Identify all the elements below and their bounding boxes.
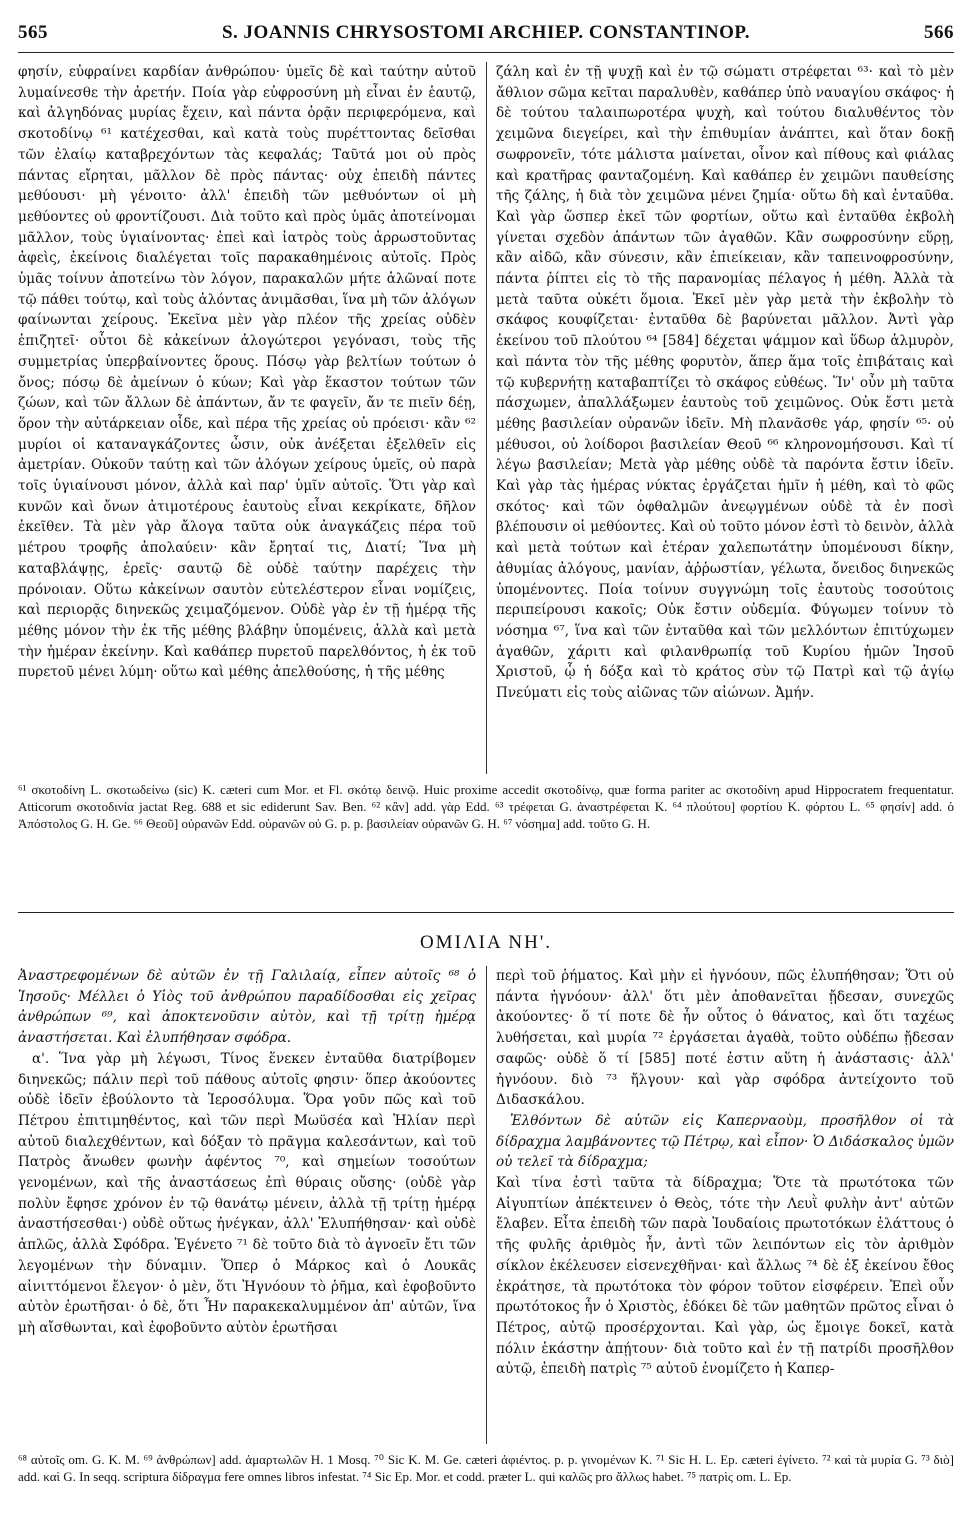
top-footnotes-text: ⁶¹ σκοτοδίνη L. σκοτωδείνω (sic) K. cæteri cum Mor. et Fl. σκότῳ δεινῷ. Huic proxime accedit σκοτοδίνῳ, quæ forma pariter ac σκοτοδίνη apud Hippocratem frequentatur. Atticorum σκοτοδινία jactat Reg. 688 et sic ediderunt Sav. Ben. ⁶² κἂν] add. γὰρ Edd. ⁶³ τρέφεται G. ἀναστρέφεται K. ⁶⁴ πλούτου] φορτίου K. φόρτου L. ⁶⁵ φησίν] add. ὁ Ἀπόστολος G. H. Ge. ⁶⁶ Θεοῦ] οὐρανῶν Edd. οὐρανῶν οὐ G. p. p. βασιλείαν οὐρανῶν G. H. ⁶⁷ νόσημα] add. τοῦτο G. H.	[18, 782, 954, 831]
top-footnotes	[18, 782, 954, 902]
bottom-footnotes	[18, 1452, 954, 1534]
scripture-lemma-left: Ἀναστρεφομένων δὲ αὐτῶν ἐν τῇ Γαλιλαίᾳ, εἶπεν αὐτοῖς ⁶⁸ ὁ Ἰησοῦς· Μέλλει ὁ Υἱὸς τοῦ ἀνθρώπου παραδίδοσθαι εἰς χεῖρας ἀνθρώπων ⁶⁹, καὶ ἀποκτενοῦσιν αὐτὸν, καὶ τῇ τρίτῃ ἡμέρᾳ ἀναστήσεται. Καὶ ἐλυπήθησαν σφόδρα.	[18, 968, 476, 1047]
top-right-column	[496, 62, 954, 774]
scripture-lemma-right: Ἐλθόντων δὲ αὐτῶν εἰς Καπερναοὺμ, προσῆλθον οἱ τὰ δίδραχμα λαμβάνοντες τῷ Πέτρῳ, καὶ εἶπον· Ὁ Διδάσκαλος ὑμῶν οὐ τελεῖ τὰ δίδραχμα;	[496, 1112, 954, 1171]
column-divider-bottom	[486, 966, 487, 1444]
header-rule	[18, 52, 954, 53]
top-left-text: φησίν, εὐφραίνει καρδίαν ἀνθρώπου· ὑμεῖς δὲ καὶ ταύτην αὐτοῦ λυμαίνεσθε τὴν ἀρετήν. Ποία γὰρ εὐφροσύνη μὴ εἶναι ἐν ἑαυτῷ, καὶ ἀλγηδόνας μυρίας ἔχειν, καὶ πάντα ὁρᾷν περιφερόμενα, καὶ σκοτοδίνῳ ⁶¹ κατέχεσθαι, καὶ κατὰ τοὺς πυρέττοντας δεῖσθαι τῶν ἐλαίῳ καταβρεχόντων τὰς κεφαλάς; Ταῦτά μοι οὐ πρὸς πάντας εἴρηται, μᾶλλον δὲ πρὸς πάντας· οὐχ ἐπειδὴ πάντες μεθύουσι· μὴ γένοιτο· ἀλλ' ἐπειδὴ τῶν μεθυόντων οἱ μὴ μεθύοντες οὐ φροντίζουσι. Διὰ τοῦτο καὶ πρὸς ὑμᾶς ἀποτείνομαι μᾶλλον, τοὺς ὑγιαίνοντας· ἐπεὶ καὶ ἰατρὸς τοὺς ἀρρωστοῦντας ἀφεὶς, ἐκείνοις διαλέγεται τοῖς παρακαθημένοις αὐτοῖς. Πρὸς ὑμᾶς τοίνυν ἀποτείνω τὸν λόγον, παρακαλῶν μήτε ἁλῶναί ποτε τῷ πάθει τούτῳ, καὶ τοὺς ἁλόντας ἀνιμᾶσθαι, ἵνα μὴ τῶν ἀλόγων φαίνωνται χείρους. Ἐκεῖνα μὲν γὰρ πλέον τῆς χρείας οὐδὲν ἐπιζητεῖ· οὗτοι δὲ κἀκείνων ἀλογώτεροι γεγόνασι, τοὺς τῆς συμμετρίας ὑπερβαίνοντες ὅρους. Πόσῳ γὰρ βελτίων τούτων ὁ ὄνος; πόσῳ δὲ ἀμείνων ὁ κύων; Καὶ γὰρ ἕκαστον τούτων τῶν ζώων, καὶ τῶν ἄλλων δὲ ἁπάντων, ἄν τε φαγεῖν, ἄν τε πιεῖν δέῃ, ὅρον τὴν αὐτάρκειαν οἶδε, καὶ πέρα τῆς χρείας οὐ πρόεισι· κἂν ⁶² μυρίοι οἱ καταναγκάζοντες ὦσιν, οὐκ ἀνέξεται ἐξελθεῖν εἰς ἀμετρίαν. Οὐκοῦν ταύτῃ καὶ τῶν ἀλόγων χείρους ὑμεῖς, οὐ παρὰ τοῖς ὑγιαίνουσι μόνον, ἀλλὰ καὶ παρ' ὑμῖν αὐτοῖς. Ὅτι γὰρ καὶ κυνῶν καὶ ὄνων ἀτιμοτέρους ἑαυτοὺς εἶναι κεκρίκατε, δῆλον ἐκεῖθεν. Τὰ μὲν γὰρ ἄλογα ταῦτα οὐκ ἀναγκάζεις πέρα τοῦ μέτρου τροφῆς ἀπολαύειν· κἂν ἔρηταί τις, Διατί; Ἵνα μὴ καταβλάψῃς, ἐρεῖς· σαυτῷ δὲ οὐδὲ ταύτην παρέχεις τὴν πρόνοιαν. Οὕτω κἀκείνων σαυτὸν εὐτελέστερον εἶναι νομίζεις, καὶ περιορᾷς διηνεκῶς χειμαζόμενον. Οὐδὲ γὰρ ἐν τῇ ἡμέρᾳ τῆς μέθης μόνον τὴν ἐκ τῆς μέθης βλάβην ὑπομένεις, ἀλλὰ καὶ μετὰ τὴν ἡμέραν ἐκείνην. Καὶ καθάπερ πυρετοῦ παρελθόντος, ἡ ἐκ τοῦ πυρετοῦ μένει λύμη· οὕτω καὶ μέθης ἀπελθούσης, ἡ τῆς μέθης	[18, 64, 476, 681]
section-rule	[18, 912, 954, 913]
running-title: S. JOANNIS CHRYSOSTOMI ARCHIEP. CONSTANTINOP.	[221, 22, 751, 43]
bottom-left-body: α'. Ἵνα γὰρ μὴ λέγωσι, Τίνος ἕνεκεν ἐνταῦθα διατρίβομεν διηνεκῶς; πάλιν περὶ τοῦ πάθους αὐτοῖς φησιν· ὅπερ ἀκούοντες οὐδὲ ἰδεῖν ἐβούλοντο τὰ Ἱεροσόλυμα. Ὅρα γοῦν πῶς καὶ τοῦ Πέτρου ἐπιτιμηθέντος, καὶ τῶν περὶ Μωϋσέα καὶ Ἠλίαν περὶ αὐτοῦ διαλεχθέντων, καὶ δόξαν τὸ πρᾶγμα καλεσάντων, καὶ τοῦ Πατρὸς ἄνωθεν φωνὴν ἀφέντος ⁷⁰, καὶ σημείων τοσούτων γενομένων, καὶ τῆς ἀναστάσεως ἐπὶ θύραις οὔσης· (οὐδὲ γὰρ πολὺν ἔφησε χρόνον ἐν τῷ θανάτῳ μένειν, ἀλλὰ τῇ τρίτῃ ἡμέρᾳ ἀναστήσεσθαι·) οὐδὲ οὕτως ἠνέγκαν, ἀλλ' Ἐλυπήθησαν· καὶ οὐδὲ ἁπλῶς, ἀλλὰ Σφόδρα. Ἐγένετο ⁷¹ δὲ τοῦτο διὰ τὸ ἀγνοεῖν ἔτι τῶν λεγομένων τὴν δύναμιν. Ὅπερ ὁ Μάρκος καὶ ὁ Λουκᾶς αἰνιττόμενοι ἔλεγον· ὁ μὲν, ὅτι Ἠγνόουν τὸ ῥῆμα, καὶ ἐφοβοῦντο αὐτὸν ἐρωτῆσαι· ὁ δὲ, ὅτι Ἦν παρακεκαλυμμένον ἀπ' αὐτῶν, ἵνα μὴ αἴσθωνται, καὶ ἐφοβοῦντο αὐτὸν ἐρωτῆσαι	[18, 1050, 476, 1336]
bottom-right-body-1: περὶ τοῦ ῥήματος. Καὶ μὴν εἰ ἠγνόουν, πῶς ἐλυπήθησαν; Ὅτι οὐ πάντα ἠγνόουν· ἀλλ' ὅτι μὲν ἀποθανεῖται ᾔδεσαν, συνεχῶς ἀκούοντες· ὅ τί ποτε δὲ ἦν οὗτος ὁ θάνατος, καὶ ὅτι ταχέως λυθήσεται, καὶ μυρία ⁷² ἐργάσεται ἀγαθὰ, τοῦτο οὐδέπω ᾔδεσαν σαφῶς· οὐδὲ ὅ τί [585] ποτέ ἐστιν αὕτη ἡ ἀνάστασις· ἀλλ' ἠγνόουν. διὸ ⁷³ ἤλγουν· καὶ γὰρ σφόδρα ἀντείχοντο τοῦ Διδασκάλου.	[496, 968, 954, 1109]
bottom-footnotes-text: ⁶⁸ αὐτοῖς om. G. K. M. ⁶⁹ ἀνθρώπων] add. ἁμαρτωλῶν H. 1 Mosq. ⁷⁰ Sic K. M. Ge. cæteri ἀφιέντος. p. p. γινομένων K. ⁷¹ Sic H. L. Ep. cæteri ἐγίνετο. ⁷² καὶ τὰ μυρία G. ⁷³ διὸ] add. καὶ G. In seqq. scriptura δίδραγμα fere omnes libros infestat. ⁷⁴ Sic Ep. Mor. et codd. præter L. qui καλῶς pro ἄλλως habet. ⁷⁵ πατρὶς om. L. Ep.	[18, 1452, 954, 1484]
top-right-text: ζάλη καὶ ἐν τῇ ψυχῇ καὶ ἐν τῷ σώματι στρέφεται ⁶³· καὶ τὸ μὲν ἄθλιον σῶμα κεῖται παραλυθὲν, καθάπερ ὑπὸ ναυαγίου σκάφος· ἡ δὲ τούτου ταλαιπωροτέρα ψυχὴ, καὶ τούτου διαλυθέντος τὸν χειμῶνα διεγείρει, καὶ τὴν ἐπιθυμίαν ἀνάπτει, καὶ ὅταν δοκῇ σωφρονεῖν, τότε μάλιστα μαίνεται, οἶνον καὶ πίθους καὶ φιάλας καὶ κρατῆρας φανταζομένη. Καὶ καθάπερ ἐν χειμῶνι παυθείσης τῆς ζάλης, ἡ διὰ τὸν χειμῶνα μένει ζημία· οὕτω δὴ καὶ ἐνταῦθα. Καὶ γὰρ ὥσπερ ἐκεῖ τῶν φορτίων, οὕτω καὶ ἐνταῦθα ἐκβολὴ γίνεται σχεδὸν ἁπάντων τῶν ἀγαθῶν. Κἂν σωφροσύνην εὕρῃ, κἂν αἰδῶ, κἂν σύνεσιν, κἂν ἐπιείκειαν, κἂν ταπεινοφροσύνην, πάντα ῥίπτει εἰς τὸ τῆς παρανομίας πέλαγος ἡ μέθη. Ἀλλὰ τὰ μετὰ ταῦτα οὐκέτι ὅμοια. Ἐκεῖ μὲν γὰρ μετὰ τὴν ἐκβολὴν τὸ σκάφος κουφίζεται· ἐνταῦθα δὲ βαρύνεται μᾶλλον. Ἀντὶ γὰρ ἐκείνου τοῦ πλούτου ⁶⁴ [584] δέχεται ψάμμον καὶ ὕδωρ ἁλμυρὸν, καὶ πάντα τὸν τῆς μέθης φορυτὸν, ἅπερ ἅμα τοῖς ἐπιβάταις καὶ τῷ κυβερνήτῃ καταβαπτίζει τὸ σκάφος εὐθέως. Ἵν' οὖν μὴ ταῦτα πάσχωμεν, ἀπαλλάξωμεν ἑαυτοὺς τοῦ χειμῶνος. Οὐκ ἔστι μετὰ μέθης βασιλείαν οὐρανῶν ἰδεῖν. Μὴ πλανᾶσθε γάρ, φησίν ⁶⁵· οὐ μέθυσοι, οὐ λοίδοροι βασιλείαν Θεοῦ ⁶⁶ κληρονομήσουσι. Καὶ τί λέγω βασιλείαν; Μετὰ γὰρ μέθης οὐδὲ τὰ παρόντα ἔστιν ἰδεῖν. Καὶ γὰρ τὰς ἡμέρας νύκτας ἐργάζεται ἡμῖν ἡ μέθη, καὶ τὸ φῶς σκότος· καὶ τῶν ὀφθαλμῶν ἀνεῳγμένων οὐδὲ τὰ ἐν ποσὶ βλέπουσιν οἱ μεθύοντες. Καὶ οὐ τοῦτο μόνον ἐστὶ τὸ δεινὸν, ἀλλὰ καὶ μετὰ τούτων καὶ ἑτέραν χαλεπωτάτην ὑπομένουσι δίκην, ἀθυμίας ἀλόγους, μανίαν, ἀῤῥωστίαν, γέλωτα, ὄνειδος διηνεκῶς ὑπομένοντες. Ποία τοίνυν συγγνώμη τοῖς ἑαυτοὺς τοσούτοις περιπείρουσι κακοῖς; Οὐκ ἔστιν οὐδεμία. Φύγωμεν τοίνυν τὸ νόσημα ⁶⁷, ἵνα καὶ τῶν ἐνταῦθα καὶ τῶν μελλόντων ἐπιτύχωμεν ἀγαθῶν, χάριτι καὶ φιλανθρωπίᾳ τοῦ Κυρίου ἡμῶν Ἰησοῦ Χριστοῦ, ᾧ ἡ δόξα καὶ τὸ κράτος σὺν τῷ Πατρὶ καὶ τῷ ἁγίῳ Πνεύματι εἰς τοὺς αἰῶνας τῶν αἰώνων. Ἀμήν.	[496, 64, 954, 702]
page-number-right: 566	[924, 22, 954, 43]
column-divider-top	[486, 62, 487, 774]
running-head	[18, 22, 954, 52]
top-left-column	[18, 62, 476, 774]
homily-title: ΟΜΙΛΙΑ ΝΗ'.	[419, 932, 553, 953]
bottom-left-column	[18, 966, 476, 1444]
bottom-right-column	[496, 966, 954, 1444]
page-number-left: 565	[18, 22, 48, 43]
bottom-right-body-2: Καὶ τίνα ἐστὶ ταῦτα τὰ δίδραχμα; Ὅτε τὰ πρωτότοκα τῶν Αἰγυπτίων ἀπέκτεινεν ὁ Θεὸς, τότε τὴν Λευῒ φυλὴν ἀντ' αὐτῶν ἔλαβεν. Εἶτα ἐπειδὴ τῶν παρὰ Ἰουδαίοις πρωτοτόκων ἐλάττους ὁ τῆς φυλῆς ἀριθμὸς ἦν, ἀντὶ τῶν λειπόντων εἰς τὸν ἀριθμὸν σίκλον ἐκέλευσεν εἰσενεχθῆναι· καὶ ἄλλως ⁷⁴ δὲ ἐξ ἐκείνου ἔθος ἐκράτησε, τὰ πρωτότοκα τὸν φόρον τοῦτον εἰσφέρειν. Ἐπεὶ οὖν πρωτότοκος ἦν ὁ Χριστὸς, ἐδόκει δὲ τῶν μαθητῶν πρῶτος εἶναι ὁ Πέτρος, αὐτῷ προσέρχονται. Καὶ γὰρ, ὡς ἔμοιγε δοκεῖ, κατὰ πόλιν ἑκάστην ἀπῄτουν· διὰ τοῦτο καὶ ἐν τῇ πατρίδι προσῆλθον αὐτῷ, ἐπειδὴ πατρὶς ⁷⁵ αὐτοῦ ἐνομίζετο ἡ Καπερ-	[496, 1175, 954, 1378]
